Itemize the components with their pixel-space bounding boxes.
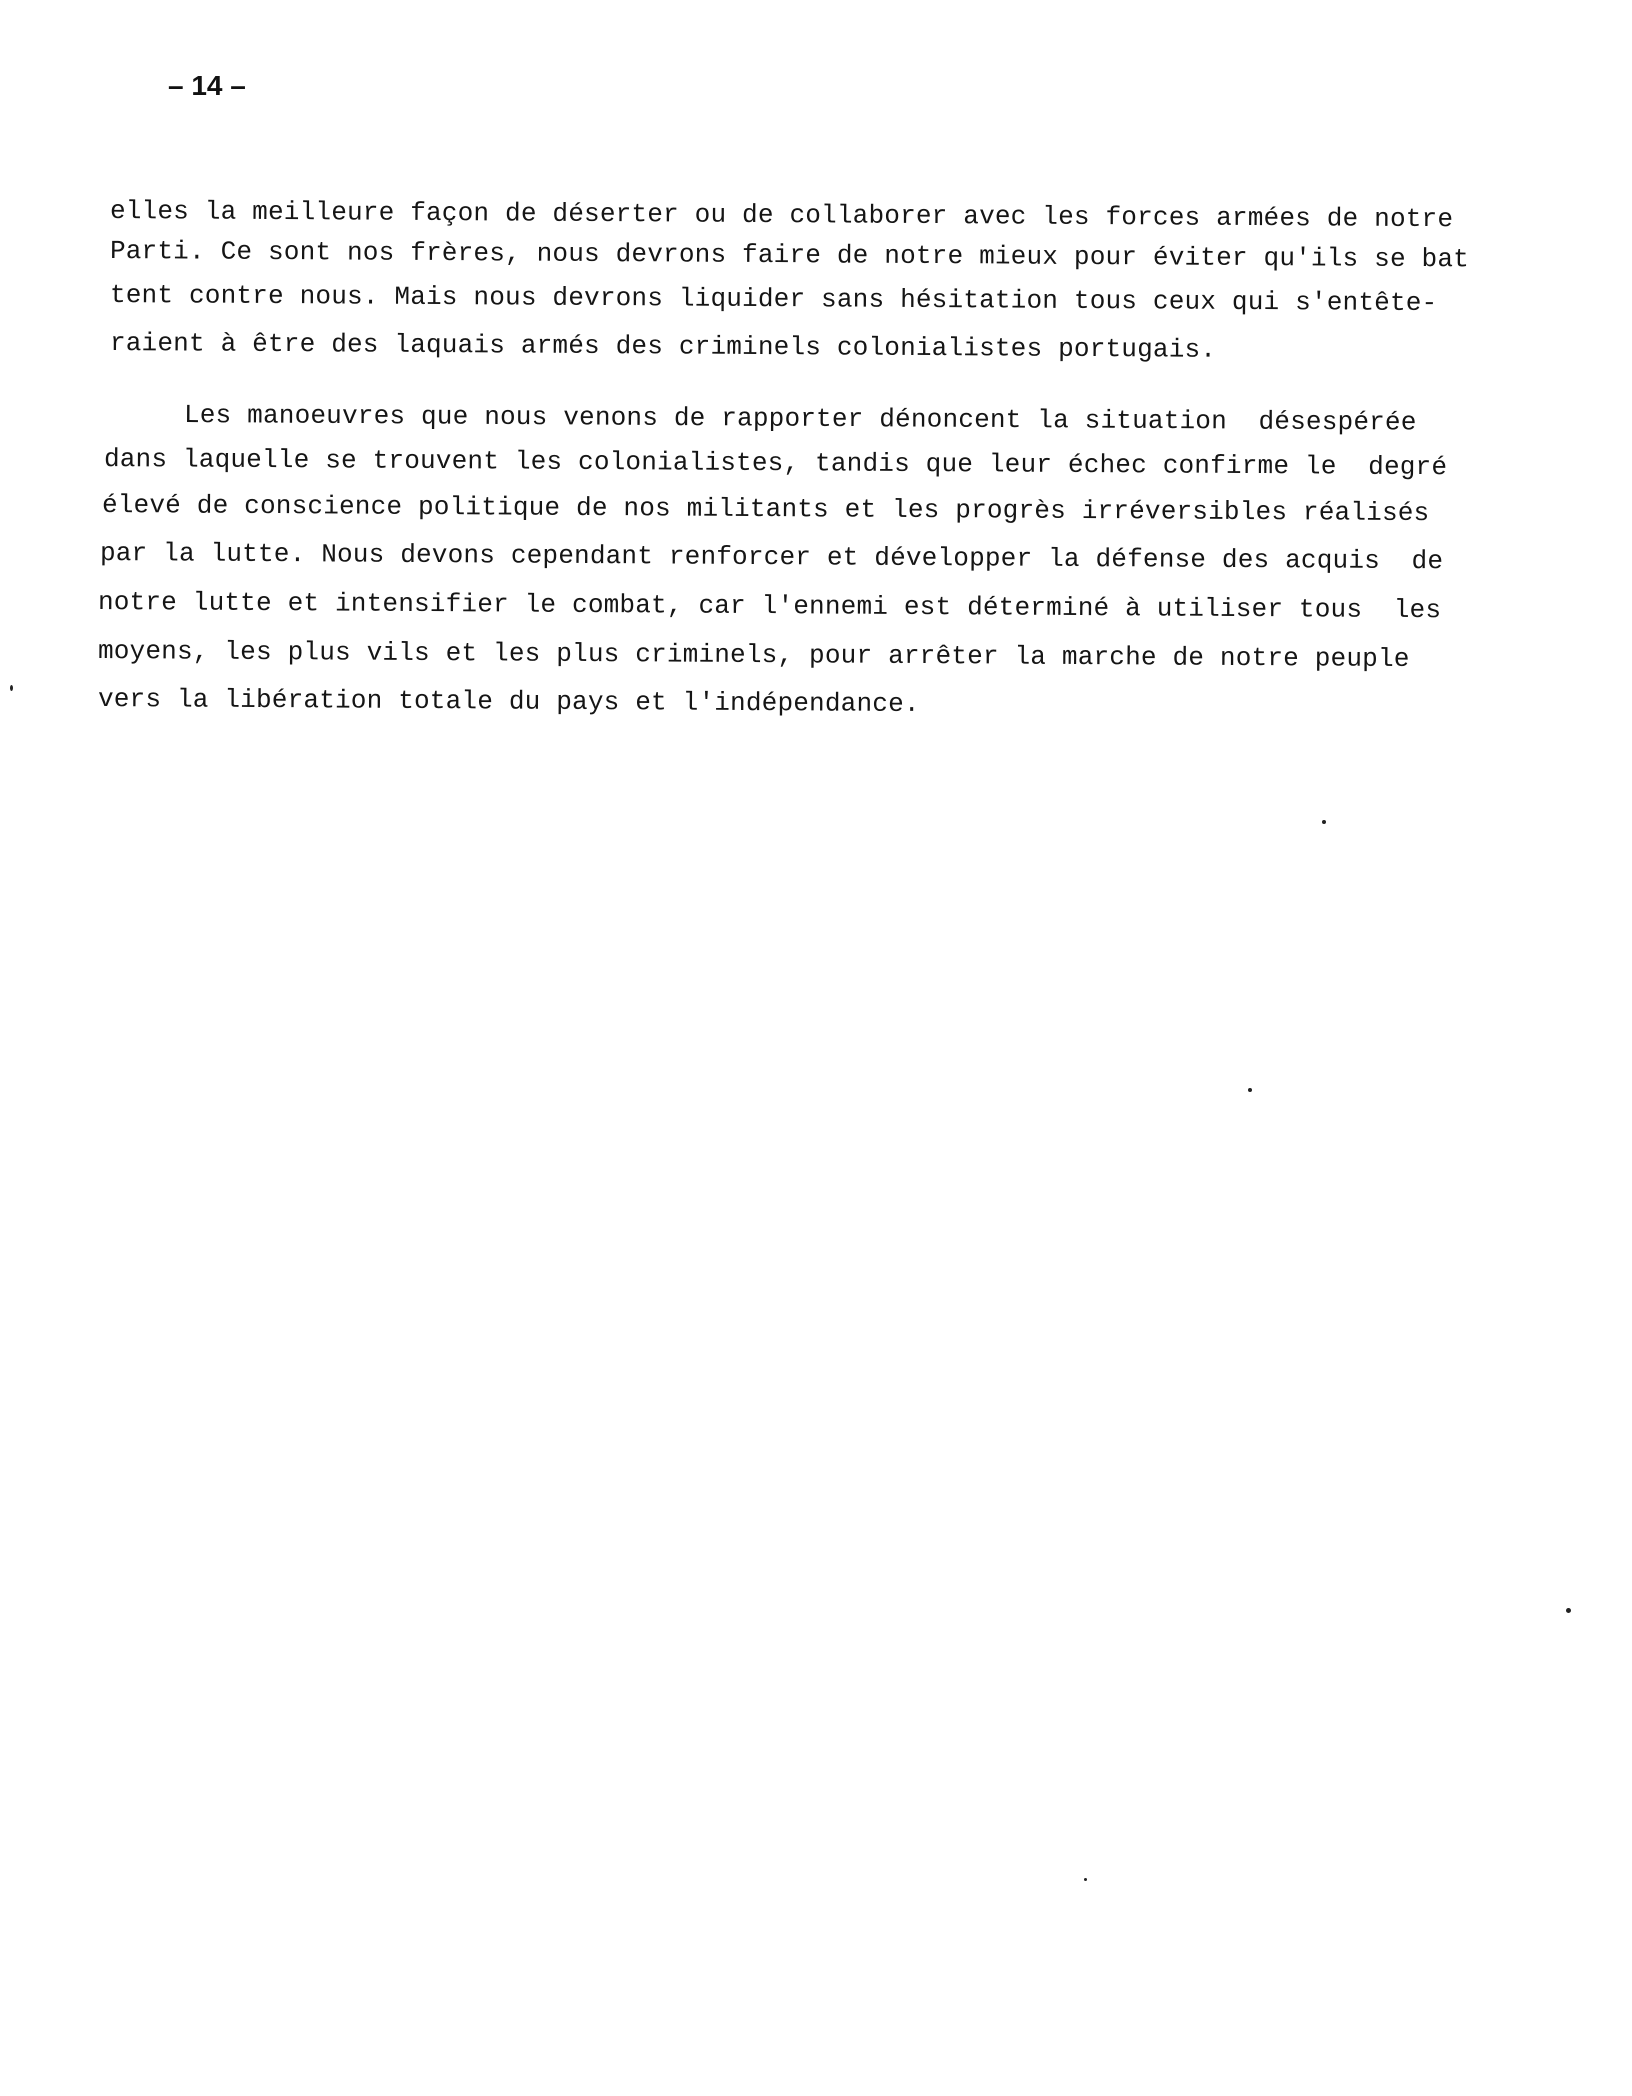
text-line: élevé de conscience politique de nos militants et les progrès irréversibles réalisés	[101, 490, 1430, 529]
text-line: raient à être des laquais armés des criminels colonialistes portugais.	[109, 328, 1217, 365]
scan-speck	[1566, 1608, 1571, 1613]
text-line: elles la meilleure façon de déserter ou de collaborer avec les forces armées de notre	[109, 196, 1454, 235]
text-line: Parti. Ce sont nos frères, nous devrons faire de notre mieux pour éviter qu'ils se bat	[109, 236, 1470, 275]
scan-speck	[1248, 1088, 1252, 1092]
text-line: Les manoeuvres que nous venons de rapporter dénoncent la situation désespérée	[183, 400, 1417, 438]
scan-speck	[1084, 1878, 1087, 1881]
scan-speck	[10, 685, 13, 691]
text-line: notre lutte et intensifier le combat, car l'ennemi est déterminé à utiliser tous les	[97, 587, 1442, 626]
text-line: tent contre nous. Mais nous devrons liquider sans hésitation tous ceux qui s'entête-	[109, 280, 1438, 319]
text-line: moyens, les plus vils et les plus criminels, pour arrêter la marche de notre peuple	[97, 636, 1410, 675]
text-line: dans laquelle se trouvent les colonialistes, tandis que leur échec confirme le degré	[103, 444, 1448, 483]
page-number: – 14 –	[168, 70, 246, 101]
text-line: vers la libération totale du pays et l'indépendance.	[97, 684, 920, 720]
text-line: par la lutte. Nous devons cependant renforcer et développer la défense des acquis de	[99, 538, 1444, 577]
scan-speck	[1322, 820, 1326, 824]
